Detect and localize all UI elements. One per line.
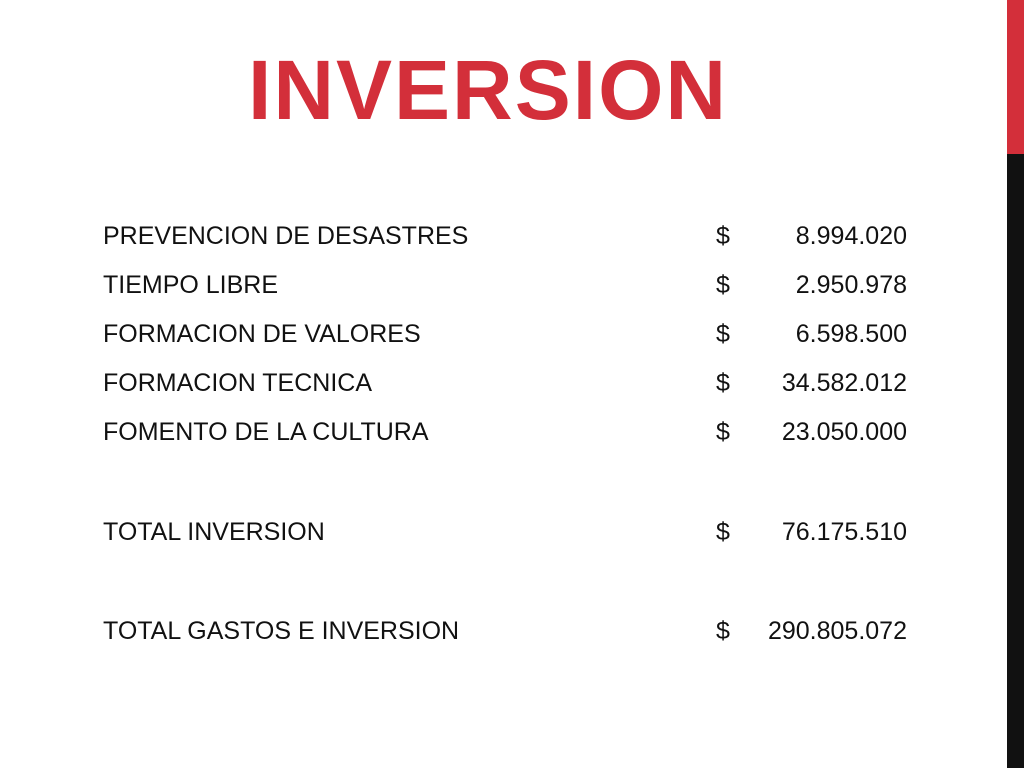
accent-bar-red [1007, 0, 1024, 154]
row-amount: 23.050.000 [781, 418, 907, 446]
row-amount: 8.994.020 [795, 222, 907, 250]
row-currency: $ [716, 369, 730, 397]
row-label: FOMENTO DE LA CULTURA [103, 418, 429, 446]
accent-bar-black [1007, 154, 1024, 768]
total-inversion-row [103, 512, 913, 552]
row-amount: 290.805.072 [767, 617, 907, 645]
row-label: FORMACION TECNICA [103, 369, 372, 397]
row-currency: $ [716, 418, 730, 446]
table-row [103, 363, 913, 403]
table-row [103, 265, 913, 305]
row-label: TOTAL INVERSION [103, 518, 325, 546]
row-currency: $ [716, 271, 730, 299]
table-row [103, 412, 913, 452]
row-currency: $ [716, 617, 730, 645]
table-row [103, 216, 913, 256]
slide-title: INVERSION [248, 43, 729, 137]
row-amount: 6.598.500 [795, 320, 907, 348]
table-row [103, 314, 913, 354]
row-currency: $ [716, 222, 730, 250]
row-label: PREVENCION DE DESASTRES [103, 222, 469, 250]
row-currency: $ [716, 518, 730, 546]
row-amount: 2.950.978 [795, 271, 907, 299]
row-label: FORMACION DE VALORES [103, 320, 421, 348]
investment-table [103, 0, 913, 768]
row-amount: 34.582.012 [781, 369, 907, 397]
row-label: TIEMPO LIBRE [103, 271, 279, 299]
row-currency: $ [716, 320, 730, 348]
total-gastos-row [103, 611, 913, 651]
row-label: TOTAL GASTOS E INVERSION [103, 617, 460, 645]
row-amount: 76.175.510 [781, 518, 907, 546]
